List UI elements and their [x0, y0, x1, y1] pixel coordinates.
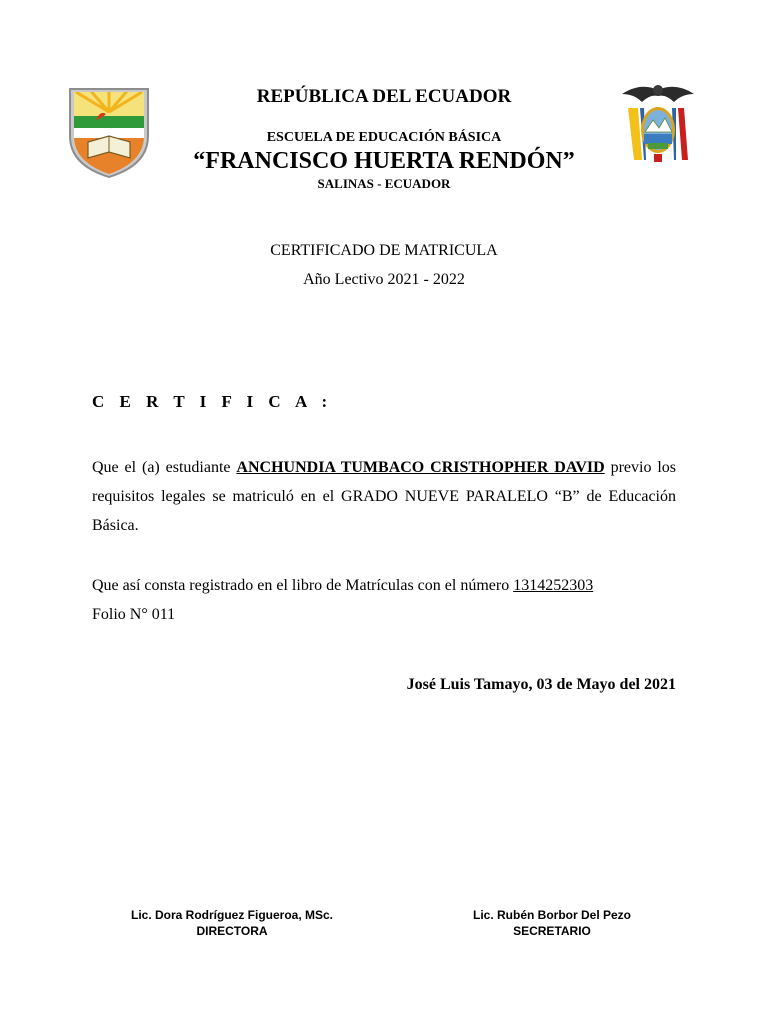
student-name: ANCHUNDIA TUMBACO CRISTHOPHER DAVID: [236, 459, 605, 476]
enrollment-paragraph: [92, 453, 676, 540]
director-name: Lic. Dora Rodríguez Figueroa, MSc.: [130, 908, 334, 922]
paragraph-suffix: previo los requisitos legales se matriculó en el GRADO NUEVE PARALELO “B” de Educación Básica.: [92, 459, 677, 534]
paragraph-prefix: Que el (a) estudiante: [92, 459, 237, 476]
folio-number: Folio N° 011: [92, 606, 176, 623]
director-signature-block: [102, 907, 362, 939]
school-year: Año Lectivo 2021 - 2022: [303, 271, 465, 288]
school-type-heading: ESCUELA DE EDUCACIÓN BÁSICA: [266, 130, 502, 145]
registration-paragraph: [92, 571, 676, 629]
secretary-signature-block: [422, 907, 682, 939]
secretary-role: SECRETARIO: [513, 924, 591, 938]
registration-prefix: Que así consta registrado en el libro de Matrículas con el número: [92, 577, 514, 594]
republic-heading: REPÚBLICA DEL ECUADOR: [256, 86, 512, 107]
secretary-name: Lic. Rubén Borbor Del Pezo: [472, 908, 631, 922]
certifies-heading: C E R T I F I C A :: [92, 392, 333, 411]
school-location: SALINAS - ECUADOR: [317, 176, 451, 191]
place-and-date: José Luis Tamayo, 03 de Mayo del 2021: [406, 676, 676, 693]
registration-number: 1314252303: [513, 577, 594, 594]
director-role: DIRECTORA: [196, 924, 268, 938]
document-title: CERTIFICADO DE MATRICULA: [270, 242, 498, 259]
school-name-heading: “FRANCISCO HUERTA RENDÓN”: [193, 148, 575, 174]
